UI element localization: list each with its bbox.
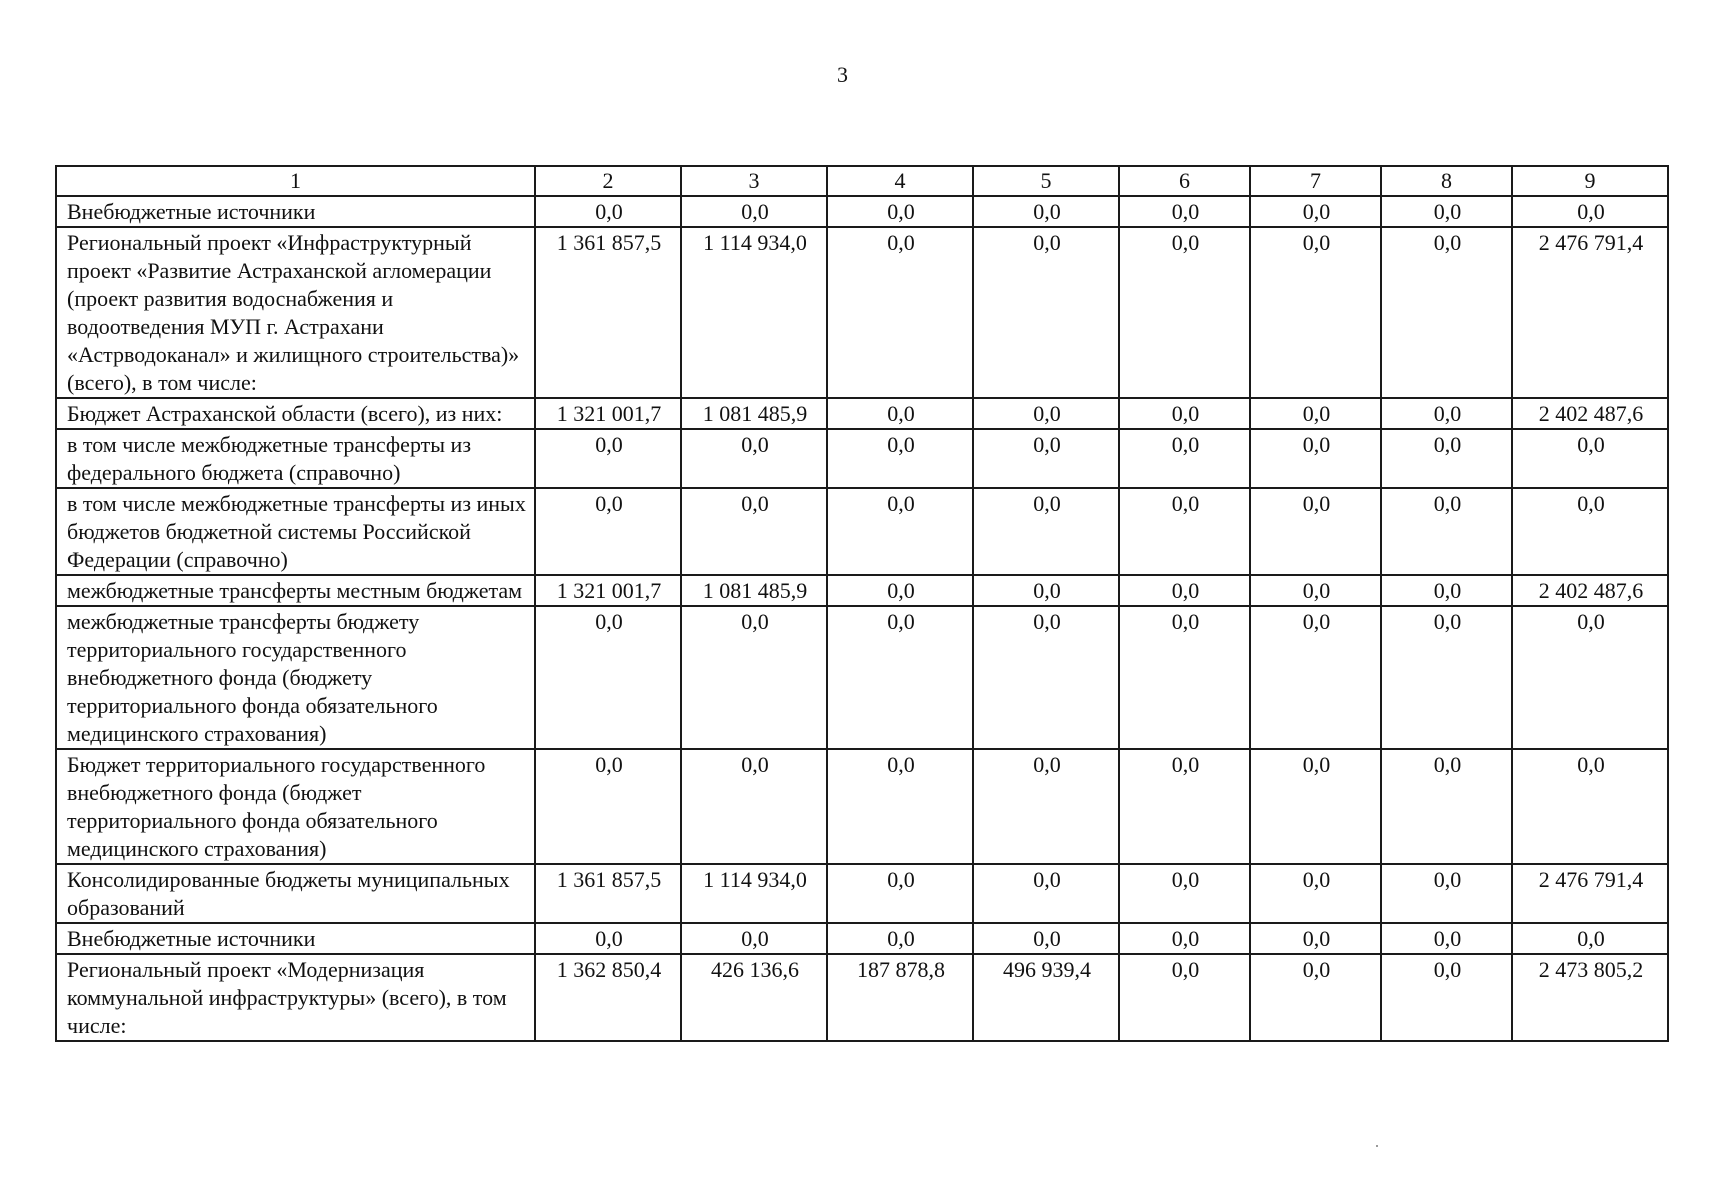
table-row (56, 429, 1668, 488)
table-cell: 496 939,4 (973, 954, 1119, 1041)
table-cell: 0,0 (973, 227, 1119, 398)
table-cell: 0,0 (973, 749, 1119, 864)
table-cell: 0,0 (1119, 575, 1250, 606)
column-header: 2 (535, 166, 681, 196)
table-cell: 0,0 (1512, 749, 1668, 864)
table-cell: 0,0 (1119, 864, 1250, 923)
table-cell: 0,0 (827, 398, 973, 429)
column-header: 5 (973, 166, 1119, 196)
table-cell: 2 473 805,2 (1512, 954, 1668, 1041)
table-cell: 0,0 (535, 923, 681, 954)
table-cell: 2 402 487,6 (1512, 575, 1668, 606)
table-cell: 0,0 (1381, 488, 1512, 575)
table-cell: 0,0 (827, 227, 973, 398)
column-header: 1 (56, 166, 535, 196)
table-row (56, 488, 1668, 575)
table-cell: 0,0 (535, 196, 681, 227)
table-cell: 1 361 857,5 (535, 227, 681, 398)
table-cell: 0,0 (1119, 954, 1250, 1041)
table-cell: 0,0 (1119, 606, 1250, 749)
column-header: 6 (1119, 166, 1250, 196)
table-cell: 0,0 (973, 606, 1119, 749)
table-cell: 0,0 (973, 575, 1119, 606)
table-cell: 0,0 (1250, 749, 1381, 864)
page-number: 3 (837, 62, 848, 87)
row-label: межбюджетные трансферты местным бюджетам (56, 575, 535, 606)
table-cell: 0,0 (827, 575, 973, 606)
table-cell: 0,0 (1381, 429, 1512, 488)
table-cell: 0,0 (535, 488, 681, 575)
table-cell: 1 362 850,4 (535, 954, 681, 1041)
table-cell: 0,0 (1512, 606, 1668, 749)
table-cell: 1 321 001,7 (535, 575, 681, 606)
row-label: в том числе межбюджетные трансферты из иных бюджетов бюджетной системы Российской Федерации (справочно) (56, 488, 535, 575)
table-cell: 0,0 (1381, 864, 1512, 923)
row-label: Внебюджетные источники (56, 196, 535, 227)
table-cell: 0,0 (1250, 196, 1381, 227)
table-cell: 0,0 (827, 749, 973, 864)
table-cell: 0,0 (1512, 196, 1668, 227)
table-cell: 0,0 (1250, 954, 1381, 1041)
table-cell: 0,0 (681, 488, 827, 575)
table-cell: 0,0 (827, 429, 973, 488)
table-cell: 0,0 (1250, 227, 1381, 398)
table-cell: 0,0 (681, 606, 827, 749)
table-cell: 0,0 (681, 749, 827, 864)
table-cell: 0,0 (535, 749, 681, 864)
table-cell: 1 081 485,9 (681, 575, 827, 606)
table-cell: 0,0 (1381, 923, 1512, 954)
row-label: межбюджетные трансферты бюджету территориального государственного внебюджетного фонда (бюджету территориального фонда обязательного медицинского страхования) (56, 606, 535, 749)
table-row (56, 749, 1668, 864)
table-cell: 2 476 791,4 (1512, 227, 1668, 398)
table-cell: 1 114 934,0 (681, 227, 827, 398)
table-cell: 0,0 (1250, 488, 1381, 575)
table-cell: 0,0 (1250, 398, 1381, 429)
table-cell: 0,0 (1250, 606, 1381, 749)
table-cell: 0,0 (1250, 575, 1381, 606)
table-cell: 2 402 487,6 (1512, 398, 1668, 429)
table-cell: 0,0 (827, 864, 973, 923)
table-row (56, 864, 1668, 923)
table-cell: 0,0 (1119, 227, 1250, 398)
table-cell: 0,0 (1250, 864, 1381, 923)
table-cell: 1 361 857,5 (535, 864, 681, 923)
table-row (56, 575, 1668, 606)
table-cell: 0,0 (1381, 227, 1512, 398)
table-cell: 2 476 791,4 (1512, 864, 1668, 923)
column-header: 3 (681, 166, 827, 196)
row-label: в том числе межбюджетные трансферты из федерального бюджета (справочно) (56, 429, 535, 488)
table-cell: 0,0 (827, 488, 973, 575)
row-label: Внебюджетные источники (56, 923, 535, 954)
row-label: Региональный проект «Инфраструктурный проект «Развитие Астраханской агломерации (проект развития водоснабжения и водоотведения МУП г. Астрахани «Астрводоканал» и жилищного строительства)» (всего), в том числе: (56, 227, 535, 398)
table-header-row (56, 166, 1668, 196)
column-header: 9 (1512, 166, 1668, 196)
table-cell: 0,0 (973, 429, 1119, 488)
table-cell: 0,0 (1381, 606, 1512, 749)
row-label: Бюджет Астраханской области (всего), из них: (56, 398, 535, 429)
row-label: Бюджет территориального государственного внебюджетного фонда (бюджет территориального фонда обязательного медицинского страхования) (56, 749, 535, 864)
table-cell: 0,0 (973, 488, 1119, 575)
table-row (56, 398, 1668, 429)
table-cell: 426 136,6 (681, 954, 827, 1041)
table-cell: 1 321 001,7 (535, 398, 681, 429)
row-label: Региональный проект «Модернизация коммунальной инфраструктуры» (всего), в том числе: (56, 954, 535, 1041)
table-cell: 0,0 (1512, 488, 1668, 575)
table-row (56, 196, 1668, 227)
table-cell: 187 878,8 (827, 954, 973, 1041)
table-cell: 0,0 (1250, 923, 1381, 954)
table-cell: 0,0 (1119, 749, 1250, 864)
table-cell: 0,0 (827, 606, 973, 749)
table-cell: 1 081 485,9 (681, 398, 827, 429)
table-row (56, 923, 1668, 954)
column-header: 4 (827, 166, 973, 196)
table-cell: 0,0 (1381, 196, 1512, 227)
scan-speck (1376, 1145, 1378, 1147)
table-row (56, 954, 1668, 1041)
table-cell: 0,0 (827, 196, 973, 227)
table-cell: 0,0 (1512, 923, 1668, 954)
table-cell: 0,0 (1119, 429, 1250, 488)
table-cell: 0,0 (1512, 429, 1668, 488)
column-header: 7 (1250, 166, 1381, 196)
row-label: Консолидированные бюджеты муниципальных образований (56, 864, 535, 923)
table-row (56, 227, 1668, 398)
table-cell: 0,0 (1381, 749, 1512, 864)
table-cell: 0,0 (973, 398, 1119, 429)
table-cell: 0,0 (1381, 575, 1512, 606)
table-cell: 0,0 (1119, 488, 1250, 575)
table-cell: 0,0 (681, 923, 827, 954)
table-cell: 0,0 (535, 606, 681, 749)
table-cell: 0,0 (1119, 398, 1250, 429)
table-cell: 0,0 (1119, 923, 1250, 954)
table-cell: 0,0 (827, 923, 973, 954)
budget-table (55, 165, 1669, 1042)
table-cell: 0,0 (973, 864, 1119, 923)
table-cell: 1 114 934,0 (681, 864, 827, 923)
table-cell: 0,0 (973, 196, 1119, 227)
table-cell: 0,0 (973, 923, 1119, 954)
column-header: 8 (1381, 166, 1512, 196)
table-cell: 0,0 (535, 429, 681, 488)
table-cell: 0,0 (681, 196, 827, 227)
table-row (56, 606, 1668, 749)
table-cell: 0,0 (1381, 398, 1512, 429)
table-cell: 0,0 (1381, 954, 1512, 1041)
table-cell: 0,0 (1250, 429, 1381, 488)
table-cell: 0,0 (681, 429, 827, 488)
table-cell: 0,0 (1119, 196, 1250, 227)
